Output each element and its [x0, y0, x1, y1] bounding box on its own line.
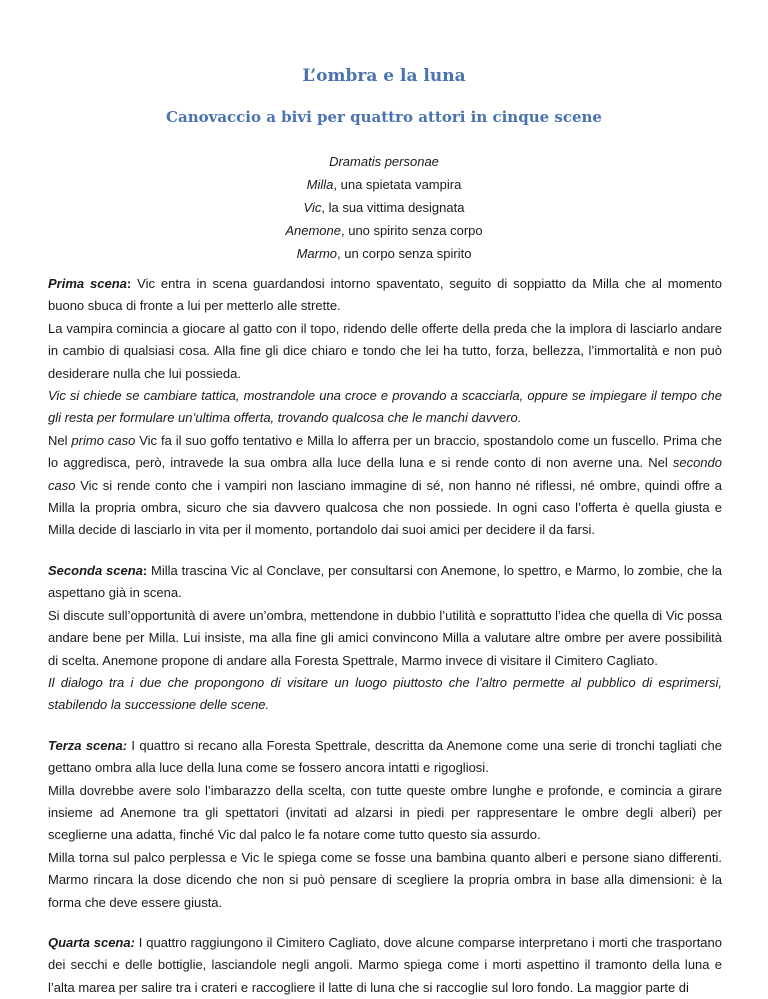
character-name: Vic	[303, 200, 322, 215]
scene-text: Vic si rende conto che i vampiri non lasciano immagine di sé, non hanno né riflessi, né ombre, quindi offre a Milla la propria ombra, sicuro che sia davvero qualcosa che non possiede. In ogni caso l’offerta è quella giusta e Milla decide di lasciarlo in vita per il momento, portandolo dai suoi amici per decidere il da farsi.	[48, 477, 722, 538]
scene-paragraph	[48, 932, 722, 999]
scene-label: Seconda scena	[48, 562, 143, 578]
scene-paragraph	[48, 735, 722, 780]
scene-text: Vic entra in scena guardandosi intorno spaventato, seguito di soppiatto da Milla che al momento buono sbuca di fronte a lui per metterlo alle strette.	[48, 276, 722, 314]
scene-label-colon: :	[142, 562, 148, 578]
character-desc: , un corpo senza spirito	[337, 246, 472, 261]
scene-text: Milla trascina Vic al Conclave, per consultarsi con Anemone, lo spettro, e Marmo, lo zombie, che la aspettano già in scena.	[48, 562, 723, 601]
scene-label: Quarta scena:	[48, 934, 135, 950]
scene-text: Nel	[48, 432, 72, 448]
scene-paragraph: Milla dovrebbe avere solo l’imbarazzo della scelta, con tutte queste ombre lunghe e profonde, e comincia a girare insieme ad Anemone tra gli spettatori (invitati ad alzarsi in piedi per rappresentare le ombre degli alberi) per sceglierne una adatta, finché Vic dal palco le fa notare come tutto questo sia assurdo.	[48, 782, 722, 843]
document-title: L’ombra e la luna	[302, 66, 466, 86]
scene-1	[48, 273, 722, 542]
scene-paragraph: La vampira comincia a giocare al gatto con il topo, ridendo delle offerte della preda che la implora di lasciarlo andare in cambio di qualsiasi cosa. Alla fine gli dice chiaro e tondo che lei ha tutto, forza, bellezza, l’immortalità e non può desiderare nulla che lui possieda.	[48, 320, 722, 381]
character-desc: , uno spirito senza corpo	[341, 223, 483, 238]
scene-paragraph	[48, 430, 722, 542]
scene-paragraph-italic: Il dialogo tra i due che propongono di visitare un luogo piuttosto che l’altro permette al pubblico di esprimersi, stabilendo la successione delle scene.	[48, 674, 722, 713]
scene-paragraph: Milla torna sul palco perplessa e Vic le spiega come se fosse una bambina quanto alberi e persone siano differenti. Marmo rincara la dose dicendo che non si può pensare di scegliere la propria ombra in base alla dimensioni: è la forma che deve essere giusta.	[48, 849, 722, 910]
scene-label: Terza scena:	[48, 737, 128, 753]
scene-paragraph-italic: Vic si chiede se cambiare tattica, mostrandole una croce e provando a scacciarla, oppure se impiegare il tempo che gli resta per formulare un’ultima offerta, trovando qualcosa che le manchi davvero.	[48, 388, 722, 426]
scene-4	[48, 932, 722, 999]
scene-paragraph	[48, 560, 722, 605]
character-line	[0, 173, 768, 196]
scene-text: Vic fa il suo goffo tentativo e Milla lo afferra per un braccio, spostandolo come un fuscello. Prima che lo aggredisca, però, intravede la sua ombra alla luce della luna e si rende conto di non averne una. Nel	[48, 432, 723, 471]
scene-text-italic: primo caso	[71, 432, 136, 448]
document-body	[48, 273, 722, 999]
character-line	[0, 219, 768, 242]
scene-text: I quattro si recano alla Foresta Spettrale, descritta da Anemone come una serie di tronchi tagliati che gettano ombra alla luce della luna come se fossero ancora intatti e rigogliosi.	[48, 737, 723, 776]
character-name: Marmo	[296, 246, 338, 261]
dramatis-personae	[0, 150, 768, 265]
scene-2	[48, 560, 722, 717]
dramatis-heading: Dramatis personae	[329, 154, 439, 169]
character-name: Milla	[306, 177, 334, 192]
character-line	[0, 196, 768, 219]
document-subtitle: Canovaccio a bivi per quattro attori in cinque scene	[166, 108, 602, 126]
scene-text-italic: secondo caso	[48, 455, 722, 493]
scene-paragraph	[48, 273, 722, 318]
scene-text: I quattro raggiungono il Cimitero Cagliato, dove alcune comparse interpretano i morti che trasportano dei secchi e delle bottiglie, lasciandole negli angoli. Marmo spiega come i morti aspettino il tramonto della luna e l’alta marea per salire tra i crateri e raccogliere il latte di luna che si raccoglie sul loro fondo. La maggior parte di	[48, 934, 723, 995]
character-line	[0, 242, 768, 265]
scene-label: Prima scena	[48, 276, 127, 291]
scene-3	[48, 735, 722, 914]
character-name: Anemone	[285, 223, 341, 238]
character-desc: , la sua vittima designata	[321, 200, 465, 215]
scene-label-colon: :	[126, 276, 132, 291]
character-desc: , una spietata vampira	[333, 177, 462, 192]
scene-paragraph: Si discute sull’opportunità di avere un’ombra, mettendone in dubbio l’utilità e soprattutto l’idea che quella di Vic possa andare bene per Milla. Lui insiste, ma alla fine gli amici convincono Milla a valutare altre ombre per avere possibilità di scelta. Anemone propone di andare alla Foresta Spettrale, Marmo invece di visitare il Cimitero Cagliato.	[48, 607, 722, 668]
